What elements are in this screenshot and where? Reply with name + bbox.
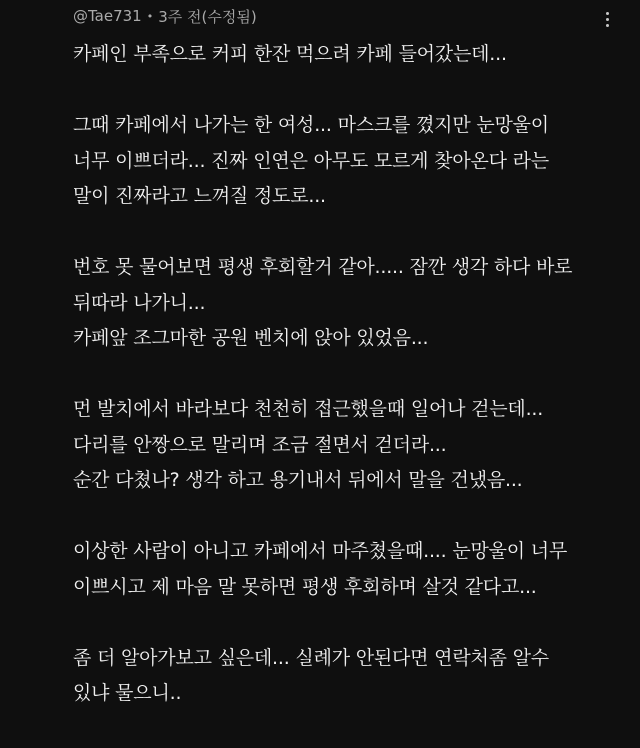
- comment-line: 그때 카페에서 나가는 한 여성... 마스크를 꼈지만 눈망울이: [73, 114, 549, 136]
- comment-line: 다리를 안짱으로 말리며 조금 절면서 걷더라...: [73, 433, 447, 456]
- menu-dot: [606, 12, 609, 15]
- comment-line: 뒤따라 나가니...: [73, 291, 206, 314]
- comment-paragraph: [73, 534, 633, 605]
- comment-line: 말이 진짜라고 느껴질 정도로...: [73, 185, 326, 207]
- more-vert-icon[interactable]: [596, 6, 618, 32]
- comment-line: 순간 다쳤나? 생각 하고 용기내서 뒤에서 말을 건냈음...: [73, 469, 523, 491]
- comment-paragraph: [73, 37, 633, 73]
- comment-header: [73, 4, 257, 28]
- comment-line: 카페앞 조그마한 공원 벤치에 앉아 있었음...: [73, 327, 429, 349]
- comment-line: 너무 이쁘더라... 진짜 인연은 아무도 모르게 찾아온다 라는: [73, 149, 549, 172]
- comment-line: 이상한 사람이 아니고 카페에서 마주쳤을때.... 눈망울이 너무: [73, 540, 568, 562]
- comment-time[interactable]: 3주 전(수정됨): [158, 7, 257, 26]
- comment-author[interactable]: @Tae731: [73, 7, 142, 25]
- comment-paragraph: [73, 641, 633, 712]
- comment-body: [73, 37, 633, 712]
- menu-dot: [606, 18, 609, 21]
- comment-line: 카페인 부족으로 커피 한잔 먹으려 카페 들어갔는데...: [73, 43, 507, 65]
- menu-dot: [606, 24, 609, 27]
- comment-line: 좀 더 알아가보고 싶은데... 실례가 안된다면 연락처좀 알수: [73, 646, 549, 669]
- header-separator: •: [146, 9, 154, 23]
- comment-paragraph: [73, 392, 633, 499]
- comment-paragraph: [73, 250, 633, 357]
- comment-line: 번호 못 물어보면 평생 후회할거 같아..... 잠깐 생각 하다 바로: [73, 256, 573, 278]
- comment-line: 이쁘시고 제 마음 말 못하면 평생 후회하며 살것 같다고...: [73, 575, 537, 598]
- comment-line: 있냐 물으니..: [73, 682, 182, 704]
- comment-paragraph: [73, 108, 633, 215]
- comment-line: 먼 발치에서 바라보다 천천히 접근했을때 일어나 걷는데...: [73, 398, 544, 420]
